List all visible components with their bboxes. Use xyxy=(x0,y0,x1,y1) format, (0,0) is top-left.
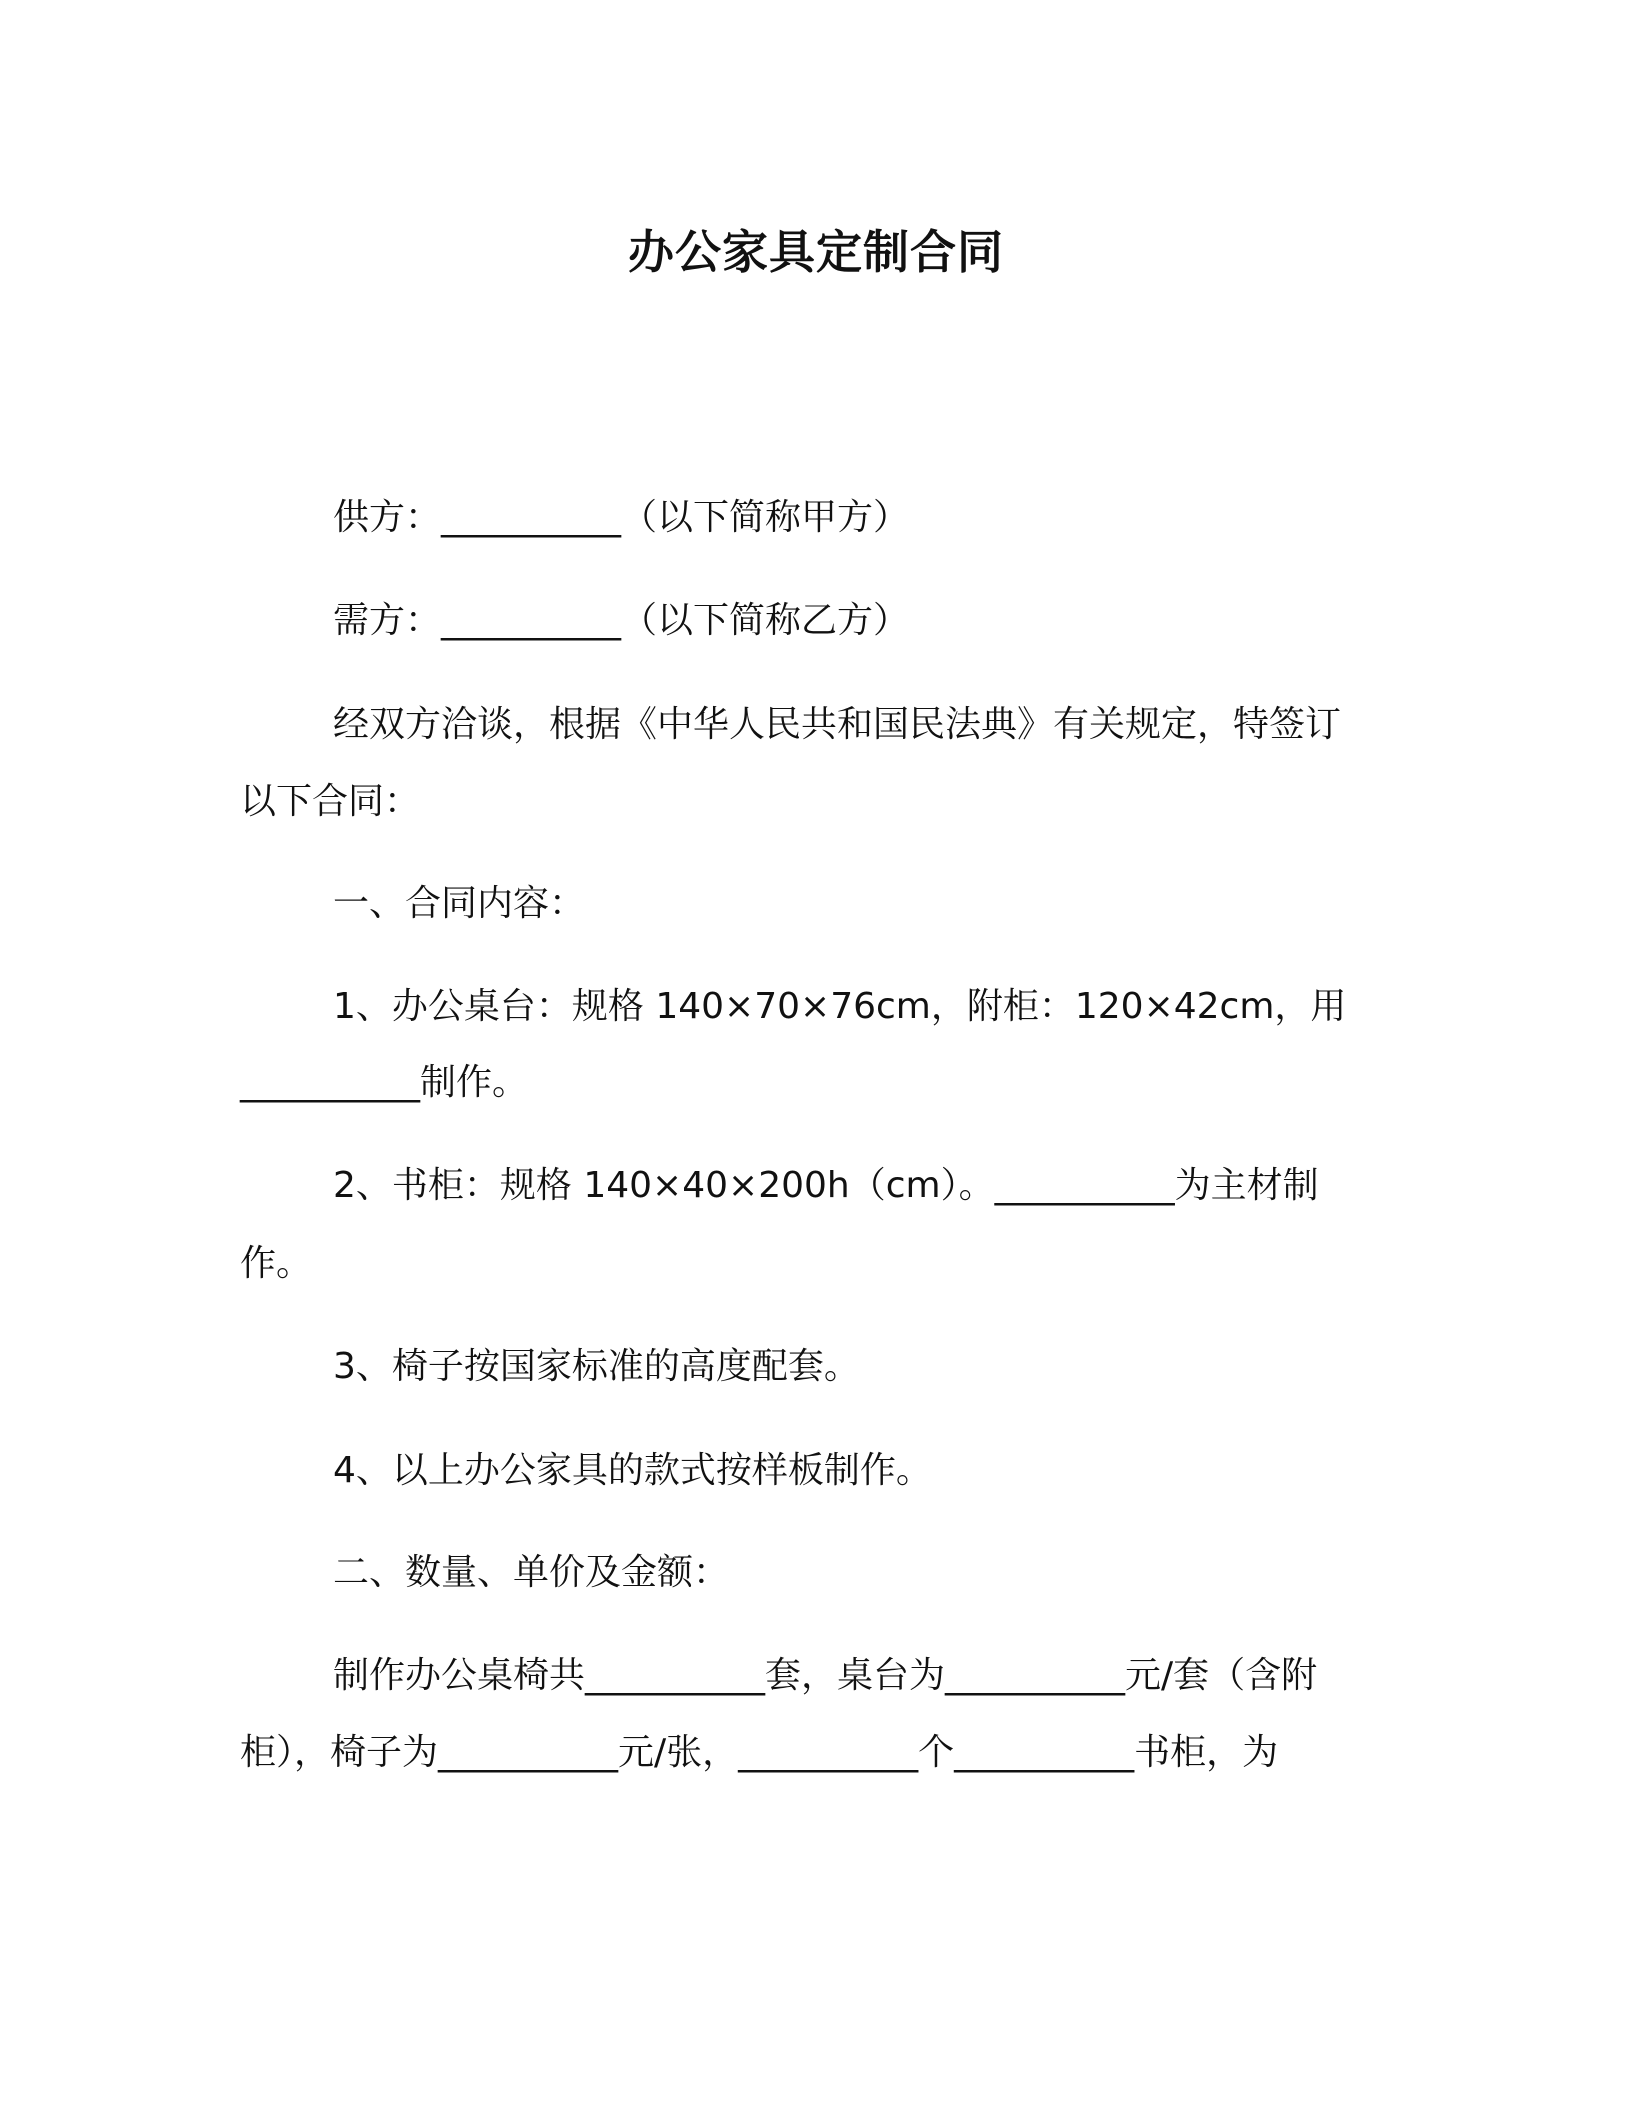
item-1-line-2: __________制作。 xyxy=(240,1062,529,1103)
quantity-line-1: 制作办公桌椅共__________套，桌台为__________元/套（含附 xyxy=(333,1655,1318,1696)
item-2-line-2: 作。 xyxy=(240,1243,313,1284)
item-4-line: 4、以上办公家具的款式按样板制作。 xyxy=(333,1450,932,1491)
item-1-line-1: 1、办公桌台：规格 140×70×76cm，附柜：120×42cm，用 xyxy=(333,986,1347,1027)
document-title: 办公家具定制合同 xyxy=(628,225,1004,279)
buyer-line: 需方：__________（以下简称乙方） xyxy=(333,600,910,641)
intro-line-1: 经双方洽谈，根据《中华人民共和国民法典》有关规定，特签订 xyxy=(333,704,1342,745)
section-heading-2: 二、数量、单价及金额： xyxy=(333,1552,730,1593)
section-heading-1: 一、合同内容： xyxy=(333,883,586,924)
supplier-line: 供方：__________（以下简称甲方） xyxy=(333,497,910,538)
item-3-line: 3、椅子按国家标准的高度配套。 xyxy=(333,1346,860,1387)
item-2-line-1: 2、书柜：规格 140×40×200h（cm）。__________为主材制 xyxy=(333,1165,1319,1206)
quantity-line-2: 柜），椅子为__________元/张，__________个__________书柜，为 xyxy=(240,1732,1279,1773)
intro-line-2: 以下合同： xyxy=(240,781,421,822)
